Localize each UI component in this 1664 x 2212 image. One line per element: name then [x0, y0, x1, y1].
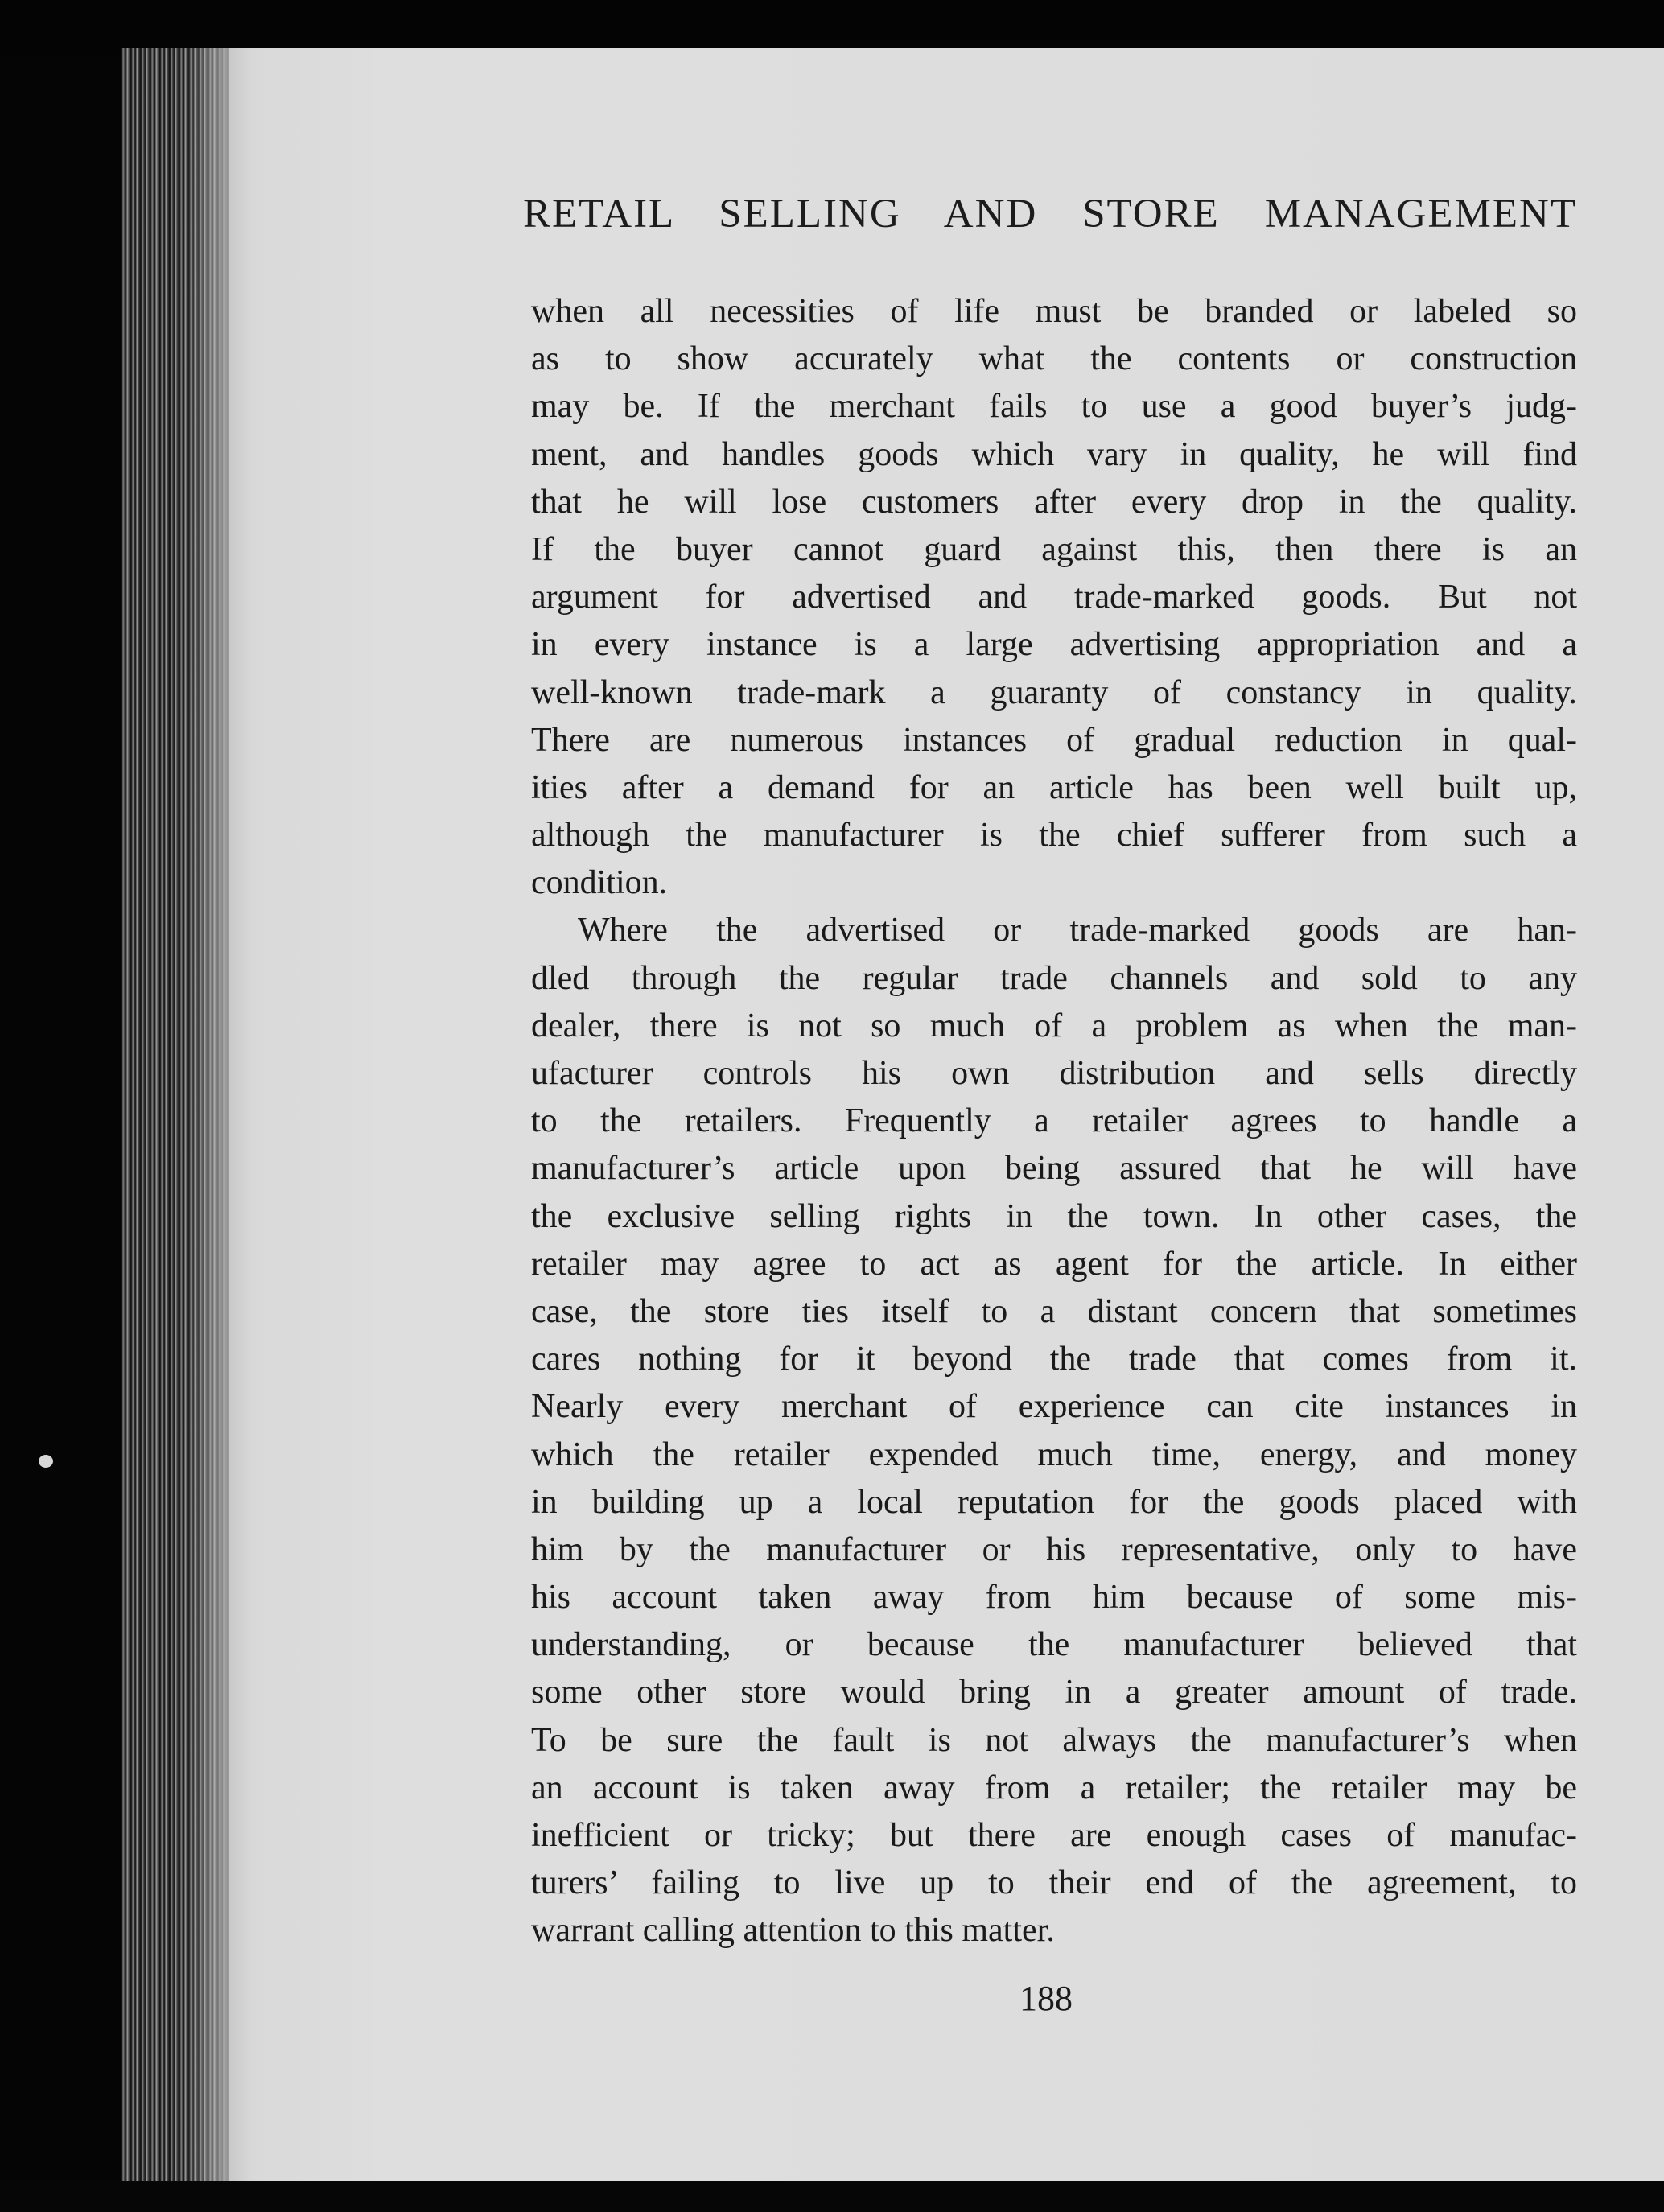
text-line: him by the manufacturer or his representative, only to have [531, 1530, 1577, 1568]
page-number: 188 [1019, 1979, 1073, 2018]
running-head: RETAIL SELLING AND STORE MANAGEMENT [523, 192, 1577, 237]
text-line: turers’ failing to live up to their end of the agreement, to [531, 1864, 1577, 1902]
scan-bottom-border [0, 2181, 1664, 2212]
text-line: manufacturer’s article upon being assured that he will have [531, 1150, 1577, 1188]
text-line: as to show accurately what the contents or construction [531, 340, 1577, 378]
text-line: in building up a local reputation for the goods placed with [531, 1483, 1577, 1521]
text-line: Nearly every merchant of experience can cite instances in [531, 1388, 1577, 1426]
text-line: If the buyer cannot guard against this, then there is an [531, 530, 1577, 568]
text-line: that he will lose customers after every drop in the quality. [531, 483, 1577, 521]
book-page-edges [121, 48, 233, 2181]
text-line: Where the advertised or trade-marked goods are han- [578, 912, 1577, 949]
text-line: To be sure the fault is not always the manufacturer’s when [531, 1721, 1577, 1759]
text-line: dealer, there is not so much of a problem as when the man- [531, 1007, 1577, 1044]
text-line: condition. [531, 864, 668, 902]
text-line: There are numerous instances of gradual reduction in qual- [531, 721, 1577, 759]
text-line: ufacturer controls his own distribution and sells directly [531, 1055, 1577, 1092]
text-line: retailer may agree to act as agent for the article. In either [531, 1245, 1577, 1283]
text-line: case, the store ties itself to a distant concern that sometimes [531, 1292, 1577, 1330]
text-line: understanding, or because the manufacturer believed that [531, 1626, 1577, 1664]
text-line: may be. If the merchant fails to use a good buyer’s judg- [531, 388, 1577, 426]
text-line: dled through the regular trade channels and sold to any [531, 959, 1577, 997]
text-line: inefficient or tricky; but there are enough cases of manufac- [531, 1817, 1577, 1854]
body-text [531, 288, 1577, 1955]
text-line: which the retailer expended much time, energy, and money [531, 1436, 1577, 1473]
text-line: an account is taken away from a retailer; the retailer may be [531, 1769, 1577, 1806]
text-line: when all necessities of life must be branded or labeled so [531, 293, 1577, 330]
text-line: the exclusive selling rights in the town. In other cases, the [531, 1197, 1577, 1235]
text-line: well-known trade-mark a guaranty of constancy in quality. [531, 673, 1577, 711]
text-line: his account taken away from him because of some mis- [531, 1579, 1577, 1617]
text-line: warrant calling attention to this matter. [531, 1912, 1055, 1950]
text-line: in every instance is a large advertising appropriation and a [531, 626, 1577, 664]
text-line: to the retailers. Frequently a retailer agrees to handle a [531, 1102, 1577, 1140]
text-line: some other store would bring in a greater amount of trade. [531, 1674, 1577, 1712]
text-line: although the manufacturer is the chief sufferer from such a [531, 817, 1577, 855]
scan-speck [39, 1455, 53, 1468]
text-line: ities after a demand for an article has been well built up, [531, 768, 1577, 806]
text-line: argument for advertised and trade-marked goods. But not [531, 579, 1577, 616]
text-line: cares nothing for it beyond the trade that comes from it. [531, 1341, 1577, 1378]
text-line: ment, and handles goods which vary in quality, he will find [531, 435, 1577, 473]
